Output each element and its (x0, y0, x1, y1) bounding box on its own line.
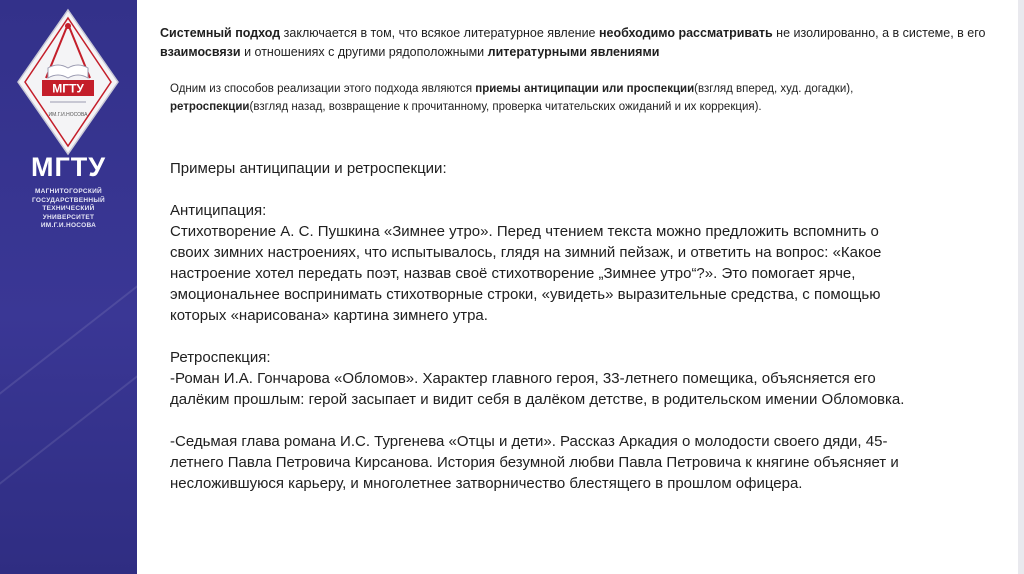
brand-name: МГТУ (30, 152, 107, 182)
retrospection-heading: Ретроспекция: (170, 349, 271, 366)
text-run: (взгляд вперед, худ. догадки), (694, 83, 854, 95)
retrospection-example-2: -Седьмая глава романа И.С. Тургенева «Отцы и дети». Рассказ Аркадия о молодости своего дяди, 45-летнего Павла Петровича Кирсанова. История безумной любви Павла Петровича к княгине объясняет и несложившуюся карьеру, и многолетнее затворничество блестящего в прошлом офицера. (170, 433, 899, 492)
university-line: ИМ.Г.И.НОСОВА (40, 222, 97, 229)
bold-term: взаимосвязи (160, 45, 241, 59)
text-run: не изолированно, а в системе, в его (772, 26, 986, 40)
bold-term: ретроспекции (170, 101, 250, 113)
methods-paragraph (170, 80, 990, 116)
bold-term: приемы антиципации или проспекции (475, 83, 695, 95)
anticipation-heading: Антиципация: (170, 202, 267, 219)
logo-sub-text: ИМ.Г.И.НОСОВА (48, 112, 88, 118)
bold-term: необходимо рассматривать (598, 26, 773, 40)
slide-edge (1018, 0, 1024, 574)
logo-emblem-icon (12, 6, 124, 156)
university-line: МАГНИТОГОРСКИЙ (34, 188, 103, 195)
bold-term: литературными явлениями (487, 45, 660, 59)
decorative-line (0, 256, 137, 405)
examples-title: Примеры антиципации и ретроспекции: (170, 160, 447, 177)
text-run: (взгляд назад, возвращение к прочитанному, проверка читательских ожиданий и их коррекция). (249, 101, 762, 113)
systemic-approach-paragraph (160, 24, 1000, 62)
university-line: ТЕХНИЧЕСКИЙ (42, 205, 95, 212)
text-run: Одним из способов реализации этого подхода являются (170, 83, 476, 95)
text-run: и отношениях с другими рядоположными (240, 45, 488, 59)
logo-text: МГТУ (52, 81, 84, 96)
anticipation-text: Стихотворение А. С. Пушкина «Зимнее утро». Перед чтением текста можно предложить вспомнить о своих зимних настроениях, что испытывалось, глядя на зимний пейзаж, и ответить на вопрос: «Какое настроение хотел передать поэт, назвав своё стихотворение „Зимнее утро“?». Это помогает ярче, эмоциональнее воспринимать стихотворные строки, «увидеть» выразительные средства, с помощью которых «нарисована» картина зимнего утра. (170, 223, 882, 324)
text-run: заключается в том, что всякое литературное явление (280, 26, 599, 40)
bold-term: Системный подход (160, 26, 281, 40)
university-name (0, 188, 137, 231)
examples-block (170, 158, 915, 494)
university-line: УНИВЕРСИТЕТ (42, 213, 95, 221)
decorative-line (0, 346, 137, 495)
sidebar-band (0, 0, 137, 574)
university-line: ГОСУДАРСТВЕННЫЙ (32, 196, 105, 204)
university-logo (12, 6, 124, 156)
retrospection-example-1: -Роман И.А. Гончарова «Обломов». Характер главного героя, 33-летнего помещика, объясняется его далёким прошлым: герой засыпает и видит себя в далёком детстве, в родительском имении Обломовка. (170, 370, 905, 408)
